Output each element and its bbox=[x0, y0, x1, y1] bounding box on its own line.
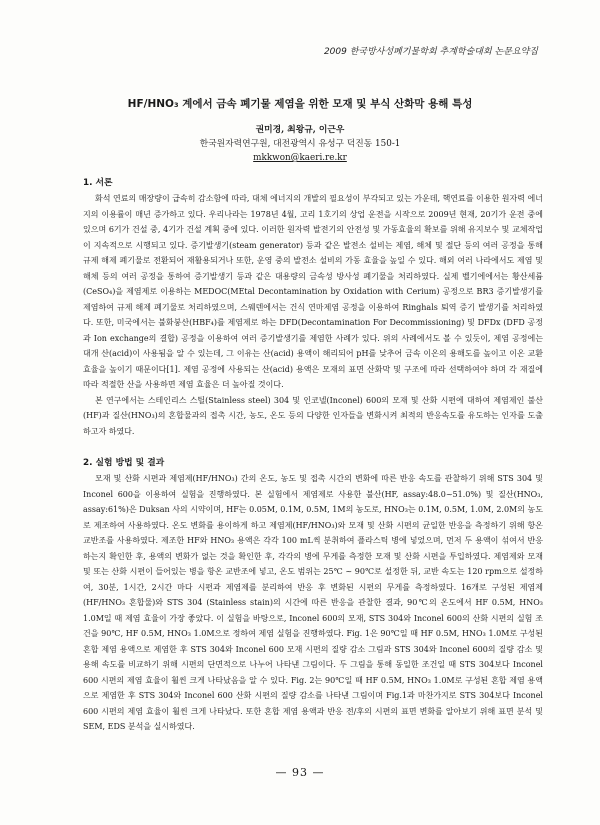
paper-title: HF/HNO₃ 계에서 금속 폐기물 제염을 위한 모재 및 부식 산화막 용해 특성 bbox=[127, 98, 473, 110]
paper-body bbox=[83, 176, 543, 735]
section-heading: 1. 서론 bbox=[83, 178, 113, 188]
section-methods-results bbox=[83, 456, 543, 735]
section-heading: 2. 실험 방법 및 결과 bbox=[83, 458, 165, 468]
author-block bbox=[0, 123, 600, 165]
author-email[interactable]: mkkwon@kaeri.re.kr bbox=[253, 153, 347, 163]
paragraph: 화석 연료의 매장량이 급속히 감소함에 따라, 대체 에너지의 개발의 필요성이 부각되고 있는 가운데, 핵연료를 이용한 원자력 에너지의 이용률이 매년 증가하고 있다. 우리나라는 1978년 4월, 고리 1호기의 상업 운전을 시작으로 2009년 현재, 20기가 운전 중에 있으며 6기가 건설 중, 4기가 건설 계획 중에 있다. 이러한 원자력 발전기의 안전성 및 가동효율의 확보를 위해 유지보수 및 교체작업이 지속적으로 시행되고 있다. 증기발생기(steam generator) 등과 같은 발전소 설비는 제염, 해체 및 절단 등의 여러 공정을 통해 규제 해제 폐기물로 전환되어 재활용되거나 또한, 운영 중의 발전소 설비의 가동 효율을 높일 수 있다. 해외 여러 나라에서도 제염 및 해체 등의 여러 공정을 통하여 증기발생기 등과 같은 대용량의 금속성 방사성 폐기물을 처리하였다. 실제 벨기에에서는 황산세륨(CeSO₄)을 제염제로 이용하는 MEDOC(MEtal Decontamination by Oxidation with Cerium) 공정으로 BR3 증기발생기를 제염하여 규제 해제 폐기물로 처리하였으며, 스웨덴에서는 건식 연마제염 공정을 이용하여 Ringhals 퇴역 증기 발생기를 처리하였다. 또한, 미국에서는 불화붕산(HBF₄)를 제염제로 하는 DFD(Decontamination For Decommissioning) 및 DFDx (DFD 공정과 Ion exchange의 결합) 공정을 이용하여 여러 증기발생기를 제염한 사례가 있다. 위의 사례에서도 볼 수 있듯이, 제염 공정에는 대개 산(acid)이 사용됨을 알 수 있는데, 그 이유는 산(acid) 용액이 해리되어 pH를 낮추어 금속 이온의 용해도를 높이고 이온 교환 효율을 높이기 때문이다[1]. 제염 공정에 사용되는 산(acid) 용액은 모재의 표면 산화막 및 구조에 따라 선택하여야 하며 각 재질에 따라 적절한 산을 사용하면 제염 효율은 더 높아질 것이다. bbox=[83, 194, 543, 389]
author-names: 권미경, 최왕규, 이근우 bbox=[255, 125, 345, 135]
author-affiliation: 한국원자력연구원, 대전광역시 유성구 덕진동 150-1 bbox=[199, 139, 401, 149]
proceedings-header: 2009 한국방사성폐기물학회 추계학술대회 논문요약집 bbox=[323, 47, 538, 57]
paragraph: 본 연구에서는 스테인리스 스틸(Stainless steel) 304 및 인코넬(Inconel) 600의 모재 및 산화 시편에 대하여 제염제인 불산(HF)과 질산(HNO₃)의 혼합물과의 접촉 시간, 농도, 온도 등의 다양한 인자들을 변화시켜 최적의 반응속도를 유도하는 인자를 도출하고자 하였다. bbox=[83, 395, 543, 436]
paragraph: 모재 및 산화 시편과 제염제(HF/HNO₃) 간의 온도, 농도 및 접촉 시간의 변화에 따른 반응 속도를 관찰하기 위해 STS 304 및 Inconel 600을 이용하여 실험을 진행하였다. 본 실험에서 제염제로 사용한 불산(HF, assay:48.0~51.0%) 및 질산(HNO₃, assay:61%)은 Duksan 사의 시약이며, HF는 0.05M, 0.1M, 0.5M, 1M의 농도로, HNO₃는 0.1M, 0.5M, 1.0M, 2.0M의 농도로 제조하여 사용하였다. 온도 변화를 용이하게 하고 제염제(HF/HNO₃)와 모재 및 산화 시편의 균일한 반응을 측정하기 위해 항온 교반조를 사용하였다. 제조한 HF와 HNO₃ 용액은 각각 100 mL씩 분취하여 플라스틱 병에 넣었으며, 먼저 두 용액이 섞여서 반응하는지 확인한 후, 용액의 변화가 없는 것을 확인한 후, 각각의 병에 무게를 측정한 모재 및 산화 시편을 투입하였다. 제염제와 모재 및 또는 산화 시편이 들어있는 병을 항온 교반조에 넣고, 온도 범위는 25℃ ~ 90℃로 설정한 뒤, 교반 속도는 120 rpm으로 설정하여, 30분, 1시간, 2시간 마다 시편과 제염제를 분리하여 반응 후 변화된 시편의 무게를 측정하였다. 16개로 구성된 제염제(HF/HNO₃ 혼합물)와 STS 304 (Stainless stain)의 시간에 따른 반응을 관찰한 결과, 90℃의 온도에서 HF 0.5M, HNO₃ 1.0M일 때 제염 효율이 가장 좋았다. 이 실험을 바탕으로, Inconel 600의 모재, STS 304와 Inconel 600의 산화 시편의 실험 조건을 90℃, HF 0.5M, HNO₃ 1.0M으로 정하여 제염 실험을 진행하였다. Fig. 1은 90℃일 때 HF 0.5M, HNO₃ 1.0M로 구성된 혼합 제염 용액으로 제염한 후 STS 304와 Inconel 600 모재 시편의 질량 감소 그림과 STS 304와 Inconel 600의 질량 감소 및 용해 속도를 비교하기 위해 시편의 단면적으로 나누어 나타낸 그림이다. 두 그림을 통해 동일한 조건일 때 STS 304보다 Inconel 600 시편의 제염 효율이 훨씬 크게 나타났음을 알 수 있다. Fig. 2는 90℃일 때 HF 0.5M, HNO₃ 1.0M로 구성된 혼합 제염 용액으로 제염한 후 STS 304와 Inconel 600 산화 시편의 질량 감소를 나타낸 그림이며 Fig.1과 마찬가지로 STS 304보다 Inconel 600 시편의 제염 효율이 훨씬 크게 나타났다. 또한 혼합 제염 용액과 반응 전/후의 시편의 표면 변화를 알아보기 위해 표면 분석 및 SEM, EDS 분석을 실시하였다. bbox=[83, 474, 543, 731]
page-number: — 93 — bbox=[275, 766, 325, 779]
section-introduction bbox=[83, 176, 543, 439]
